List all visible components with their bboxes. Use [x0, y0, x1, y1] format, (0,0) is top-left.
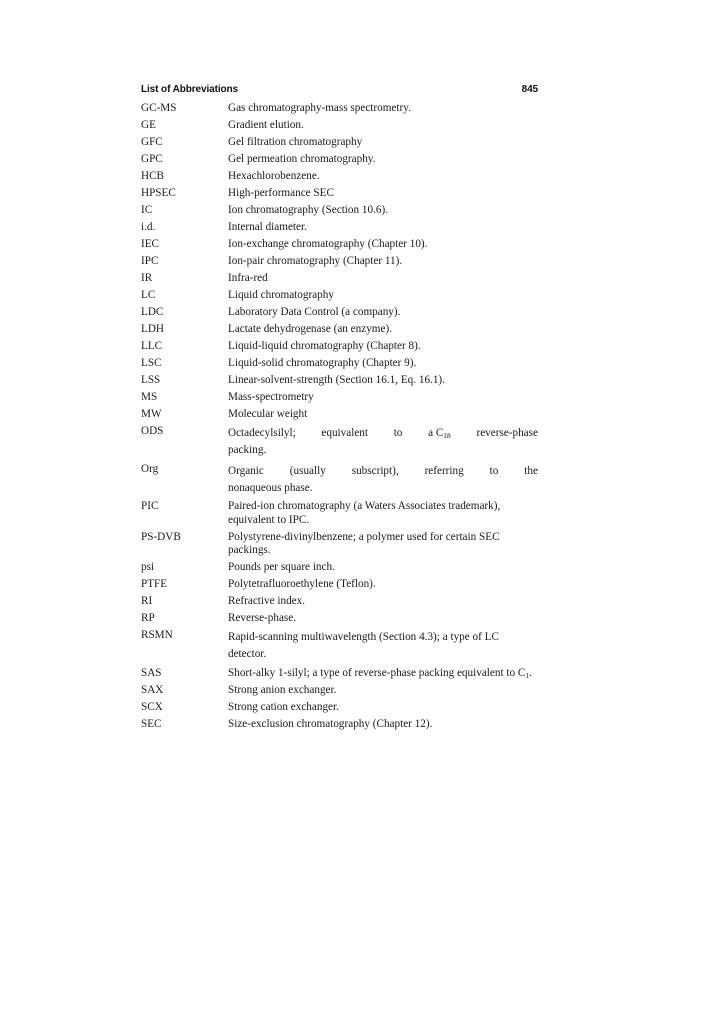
abbreviation: LSS	[141, 374, 161, 386]
abbreviation: SAS	[141, 666, 162, 679]
definition-line: packing.	[228, 444, 267, 456]
definition-line: Octadecylsilyl; equivalent to a $C_{18}$ reverse-phase	[228, 427, 538, 440]
definition: Linear-solvent-strength (Section 16.1, Eq. 16.1).	[228, 374, 445, 386]
subscript: 18	[443, 431, 451, 440]
list-item	[141, 238, 538, 252]
abbreviation: SCX	[141, 700, 163, 713]
definition: Gradient elution.	[228, 119, 304, 131]
definition: Ion-pair chromatography (Chapter 11).	[228, 255, 403, 267]
definition: Strong anion exchanger.	[228, 683, 337, 696]
definition: Internal diameter.	[228, 221, 307, 233]
definition: Reverse-phase.	[228, 612, 297, 624]
list-item	[141, 136, 538, 150]
abbreviation: HCB	[141, 170, 165, 182]
abbreviation: ODS	[141, 425, 164, 437]
abbreviation: GE	[141, 119, 156, 131]
list-item	[141, 340, 538, 354]
list-item	[141, 357, 538, 371]
definition: Rapid-scanning multiwavelength (Section 4.3); a type of LC detector.	[228, 631, 499, 660]
list-item	[141, 718, 538, 732]
document-page	[141, 84, 538, 735]
definition: Liquid chromatography	[228, 289, 334, 301]
abbreviation: RI	[141, 595, 153, 607]
abbreviation: LDC	[141, 306, 164, 318]
definition: Ion-exchange chromatography (Chapter 10).	[228, 238, 428, 250]
abbreviation: HPSEC	[141, 187, 176, 199]
definition: Gas chromatography-mass spectrometry.	[228, 102, 411, 114]
list-item	[141, 667, 538, 681]
abbreviation: i.d.	[141, 221, 156, 233]
list-item	[141, 531, 538, 558]
definition-line: nonaqueous phase.	[228, 481, 313, 494]
abbreviation: IR	[141, 272, 153, 284]
list-item	[141, 595, 538, 609]
definition: Hexachlorobenzene.	[228, 170, 320, 182]
list-item	[141, 408, 538, 422]
definition: Short-alky 1-silyl; a type of reverse-phase packing equivalent to $C_1$.	[228, 666, 532, 680]
abbreviation: Org	[141, 462, 159, 475]
definition: Infra-red	[228, 272, 268, 284]
abbreviation: LLC	[141, 340, 163, 352]
list-item	[141, 612, 538, 626]
list-item	[141, 102, 538, 116]
definition: Refractive index.	[228, 595, 306, 607]
list-item	[141, 289, 538, 303]
list-item	[141, 463, 538, 497]
list-item	[141, 306, 538, 320]
definition: Size-exclusion chromatography (Chapter 12).	[228, 717, 433, 730]
abbreviation: MW	[141, 408, 162, 420]
list-item	[141, 374, 538, 388]
abbreviation: IPC	[141, 255, 159, 267]
definition: Polytetrafluoroethylene (Teflon).	[228, 578, 376, 590]
list-item	[141, 153, 538, 167]
definition: Strong cation exchanger.	[228, 700, 339, 713]
abbreviation: SEC	[141, 717, 162, 730]
abbreviation: GFC	[141, 136, 163, 148]
abbreviation: psi	[141, 561, 155, 573]
abbreviation: RSMN	[141, 629, 173, 641]
definition: Polystyrene-divinylbenzene; a polymer used for certain SEC packings.	[228, 530, 500, 556]
abbreviation: LC	[141, 289, 156, 301]
list-item	[141, 221, 538, 235]
list-item	[141, 255, 538, 269]
list-item	[141, 561, 538, 575]
abbreviation: LSC	[141, 357, 162, 369]
definition: Mass-spectrometry	[228, 391, 314, 403]
running-header	[141, 84, 538, 102]
abbreviation: SAX	[141, 683, 164, 696]
definition: Gel filtration chromatography	[228, 136, 363, 148]
definition: Paired-ion chromatography (a Waters Associates trademark), equivalent to IPC.	[228, 500, 501, 526]
list-item	[141, 578, 538, 592]
list-item	[141, 684, 538, 698]
list-item	[141, 170, 538, 184]
definition: Pounds per square inch.	[228, 561, 335, 573]
definition: Molecular weight	[228, 408, 308, 420]
abbreviation: GPC	[141, 153, 163, 165]
list-item	[141, 187, 538, 201]
definition: Gel permeation chromatography.	[228, 153, 376, 165]
abbreviation: GC-MS	[141, 102, 177, 114]
definition-line: Organic (usually subscript), referring to the	[228, 464, 538, 477]
definition: Ion chromatography (Section 10.6).	[228, 204, 389, 216]
list-item	[141, 425, 538, 459]
abbreviation: MS	[141, 391, 158, 403]
abbreviation-list	[141, 102, 538, 731]
list-item	[141, 119, 538, 133]
definition: High-performance SEC	[228, 187, 334, 199]
abbreviation: IC	[141, 204, 153, 216]
list-item	[141, 272, 538, 286]
abbreviation: PIC	[141, 500, 159, 512]
list-item	[141, 391, 538, 405]
list-item	[141, 204, 538, 218]
abbreviation: RP	[141, 612, 155, 624]
definition: Liquid-solid chromatography (Chapter 9).	[228, 357, 417, 369]
header-title: List of Abbreviations	[141, 84, 238, 95]
abbreviation: PTFE	[141, 578, 168, 590]
list-item	[141, 323, 538, 337]
subscript: 1	[525, 670, 530, 680]
definition: Liquid-liquid chromatography (Chapter 8).	[228, 340, 421, 352]
list-item	[141, 629, 538, 663]
list-item	[141, 500, 538, 527]
definition	[228, 425, 538, 459]
page-number: 845	[521, 84, 538, 95]
abbreviation: PS-DVB	[141, 530, 181, 543]
definition	[228, 463, 538, 497]
definition: Lactate dehydrogenase (an enzyme).	[228, 323, 392, 335]
abbreviation: LDH	[141, 323, 164, 335]
list-item	[141, 701, 538, 715]
definition: Laboratory Data Control (a company).	[228, 306, 401, 318]
abbreviation: IEC	[141, 238, 160, 250]
